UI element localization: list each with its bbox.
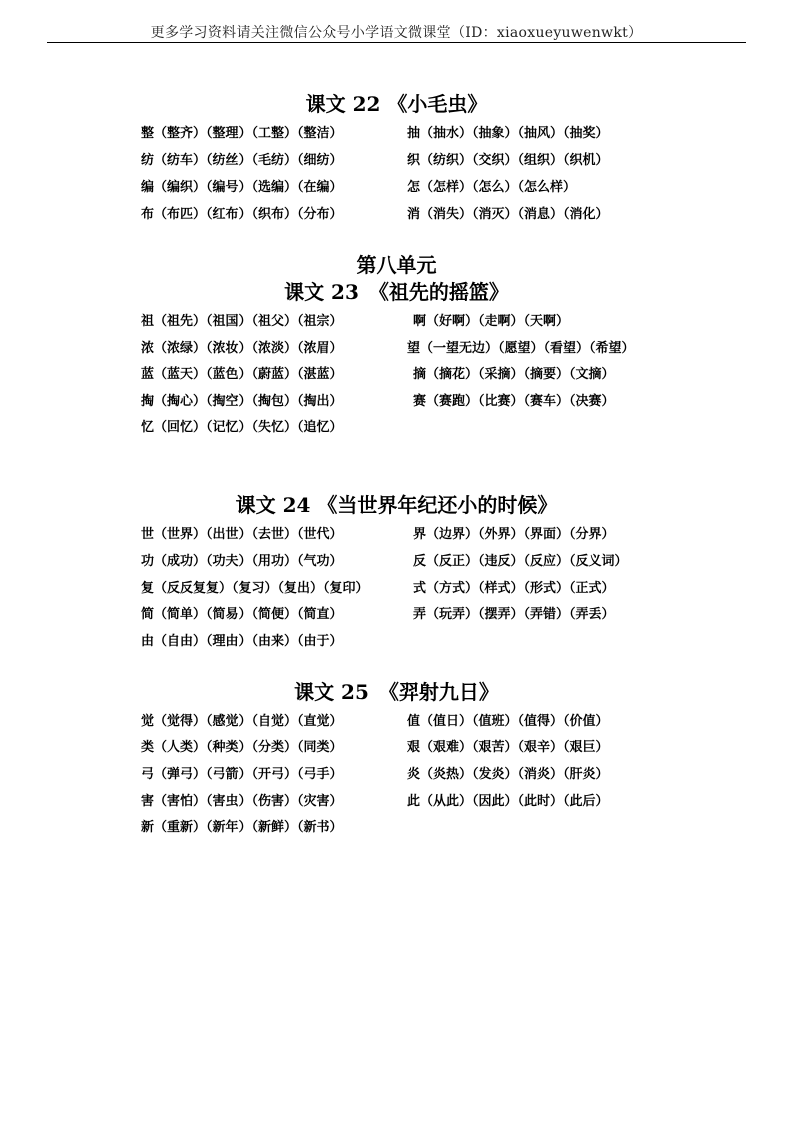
word-row: 编（编织）（编号）（选编）（在编）: [141, 180, 343, 195]
word-row: 由（自由）（理由）（由来）（由于）: [141, 634, 343, 649]
word-row: 简（简单）（简易）（简便）（简直）: [141, 607, 343, 622]
word-row: 复（反反复复）（复习）（复出）（复印）: [141, 581, 369, 596]
word-row: 害（害怕）（害虫）（伤害）（灾害）: [141, 794, 343, 809]
word-row: 炎（炎热）（发炎）（消炎）（肝炎）: [407, 767, 609, 782]
word-row: 世（世界）（出世）（去世）（世代）: [141, 527, 343, 542]
word-row: 忆（回忆）（记忆）（失忆）（追忆）: [141, 420, 343, 435]
word-row: 此（从此）（因此）（此时）（此后）: [407, 794, 609, 809]
lesson-22-title: 课文 22 《小毛虫》: [305, 92, 488, 116]
word-row: 抽（抽水）（抽象）（抽风）（抽奖）: [407, 126, 609, 141]
word-row: 弄（玩弄）（摆弄）（弄错）（弄丢）: [413, 607, 615, 622]
header-divider: [47, 42, 746, 43]
word-row: 纺（纺车）（纺丝）（毛纺）（细纺）: [141, 153, 343, 168]
word-row: 望（一望无边）（愿望）（看望）（希望）: [407, 341, 635, 356]
word-row: 赛（赛跑）（比赛）（赛车）（决赛）: [413, 394, 615, 409]
word-row: 艰（艰难）（艰苦）（艰辛）（艰巨）: [407, 740, 609, 755]
word-row: 界（边界）（外界）（界面）（分界）: [413, 527, 615, 542]
word-row: 啊（好啊）（走啊）（天啊）: [413, 314, 570, 329]
page-header: 更多学习资料请关注微信公众号小学语文微课堂（ID：xiaoxueyuwenwkt）: [150, 25, 643, 41]
word-row: 浓（浓绿）（浓妆）（浓淡）（浓眉）: [141, 341, 343, 356]
word-row: 织（纺织）（交织）（组织）（织机）: [407, 153, 609, 168]
word-row: 消（消失）（消灭）（消息）（消化）: [407, 207, 609, 222]
word-row: 祖（祖先）（祖国）（祖父）（祖宗）: [141, 314, 343, 329]
word-row: 功（成功）（功夫）（用功）（气功）: [141, 554, 343, 569]
lesson-25-title: 课文 25 《羿射九日》: [294, 680, 499, 704]
word-row: 类（人类）（种类）（分类）（同类）: [141, 740, 343, 755]
word-row: 新（重新）（新年）（新鲜）（新书）: [141, 820, 343, 835]
word-row: 布（布匹）（红布）（织布）（分布）: [141, 207, 343, 222]
lesson-23-title: 课文 23 《祖先的摇篮》: [284, 280, 509, 304]
word-row: 蓝（蓝天）（蓝色）（蔚蓝）（湛蓝）: [141, 367, 343, 382]
word-row: 式（方式）（样式）（形式）（正式）: [413, 581, 615, 596]
word-row: 怎（怎样）（怎么）（怎么样）: [407, 180, 577, 195]
word-row: 掏（掏心）（掏空）（掏包）（掏出）: [141, 394, 343, 409]
word-row: 摘（摘花）（采摘）（摘要）（文摘）: [413, 367, 615, 382]
word-row: 值（值日）（值班）（值得）（价值）: [407, 714, 609, 729]
word-row: 弓（弹弓）（弓箭）（开弓）（弓手）: [141, 767, 343, 782]
word-row: 反（反正）（违反）（反应）（反义词）: [413, 554, 628, 569]
unit-8-title: 第八单元: [356, 253, 437, 277]
word-row: 觉（觉得）（感觉）（自觉）（直觉）: [141, 714, 343, 729]
word-row: 整（整齐）（整理）（工整）（整洁）: [141, 126, 343, 141]
lesson-24-title: 课文 24 《当世界年纪还小的时候》: [235, 493, 558, 517]
